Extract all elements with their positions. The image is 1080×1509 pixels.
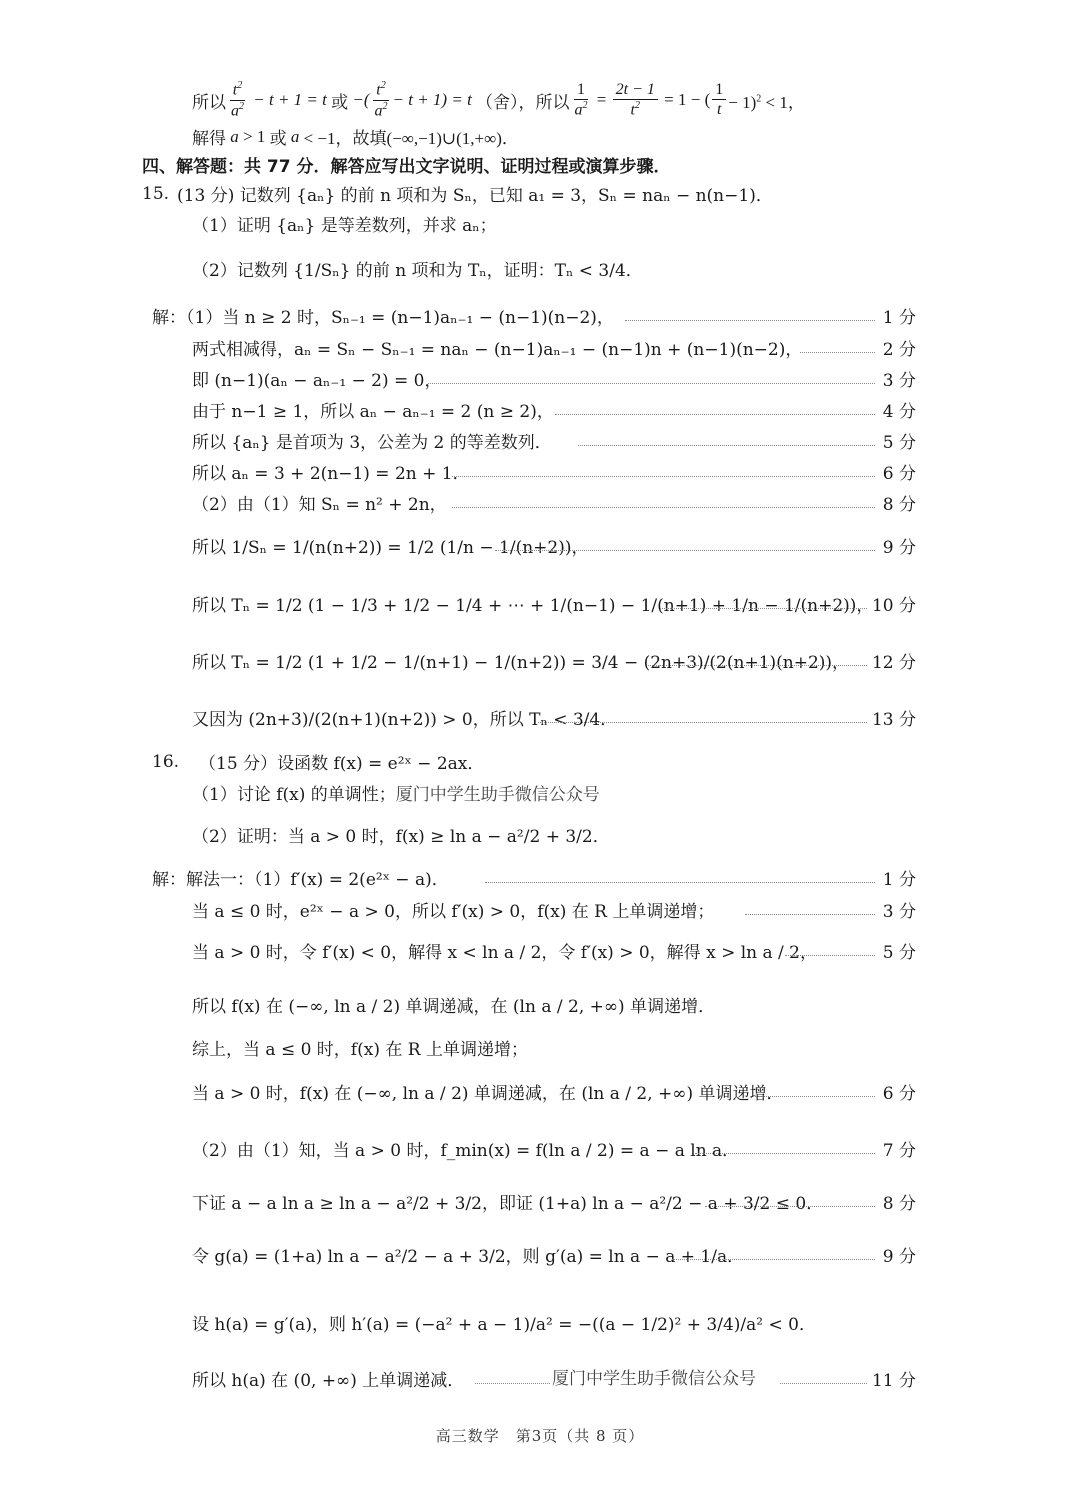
dotted-leader bbox=[538, 722, 867, 723]
solution-text: 所以 {aₙ} 是首项为 3，公差为 2 的等差数列． bbox=[192, 433, 552, 453]
q15-solution-line bbox=[192, 459, 470, 484]
dotted-leader bbox=[800, 352, 875, 353]
score-mark: 5 分 bbox=[882, 433, 916, 453]
q15-solution-line bbox=[192, 366, 442, 391]
question-stem: (13 分) 记数列 {aₙ} 的前 n 项和为 Sₙ，已知 a₁ = 3，Sₙ = naₙ − n(n−1)． bbox=[177, 186, 773, 206]
solution-text: 所以 f(x) 在 (−∞, ln a / 2) 单调递减，在 (ln a / 2, +∞) 单调递增． bbox=[192, 997, 716, 1017]
solution-text: 所以 1/Sₙ = 1/(n(n+2)) = 1/2 (1/n − 1/(n+2))， bbox=[192, 538, 589, 558]
carryover-line-2: 解得 a > 1 或 a < −1， 故填 (−∞,−1)∪(1,+∞)． bbox=[192, 124, 519, 149]
score-mark: 9 分 bbox=[882, 538, 916, 558]
solution-text: 所以 Tₙ = 1/2 (1 + 1/2 − 1/(n+1) − 1/(n+2)) = 3/4 − (2n+3)/(2(n+1)(n+2))， bbox=[192, 653, 850, 673]
solution-text: 解：解法一：（1）f′(x) = 2(e²ˣ − a)． bbox=[152, 870, 449, 890]
score-mark: 4 分 bbox=[882, 402, 916, 422]
score-mark: 9 分 bbox=[882, 1247, 916, 1267]
dotted-leader bbox=[495, 550, 875, 551]
solution-text: 解：（1）当 n ≥ 2 时，Sₙ₋₁ = (n−1)aₙ₋₁ − (n−1)(n−2)， bbox=[152, 308, 614, 328]
q15-solution-line bbox=[192, 533, 588, 558]
dotted-leader bbox=[452, 507, 875, 508]
score-mark: 8 分 bbox=[882, 495, 916, 515]
q16-solution-line bbox=[192, 1079, 783, 1104]
solution-text: 由于 n−1 ≥ 1，所以 aₙ − aₙ₋₁ = 2 (n ≥ 2)， bbox=[192, 402, 554, 422]
fraction: $\frac{1}{t}$ bbox=[712, 81, 726, 120]
q16-stem bbox=[152, 749, 484, 774]
score-mark: 11 分 bbox=[871, 1371, 916, 1391]
dotted-leader bbox=[475, 1383, 550, 1384]
q15-solution-line bbox=[192, 490, 447, 515]
dotted-leader bbox=[780, 1383, 867, 1384]
dotted-leader bbox=[755, 1096, 875, 1097]
solution-text: （2）由（1）知，当 a > 0 时，f_min(x) = f(ln a / 2) = a − a ln a． bbox=[192, 1141, 740, 1161]
text: 或 bbox=[331, 92, 349, 113]
q15-part1: （1）证明 {aₙ} 是等差数列，并求 aₙ； bbox=[192, 216, 497, 236]
dotted-leader bbox=[785, 955, 875, 956]
solution-text: 当 a > 0 时，f(x) 在 (−∞, ln a / 2) 单调递减，在 (ln a / 2, +∞) 单调递增． bbox=[192, 1084, 784, 1104]
dotted-leader bbox=[625, 320, 875, 321]
score-mark: 10 分 bbox=[871, 596, 916, 616]
solution-text: 所以 h(a) 在 (0, +∞) 上单调递减． bbox=[192, 1371, 465, 1391]
score-mark: 3 分 bbox=[882, 902, 916, 922]
text: 所以 bbox=[535, 92, 570, 113]
fraction: $\frac{2t - 1}{t^2}$ bbox=[613, 81, 658, 120]
score-mark: 5 分 bbox=[882, 943, 916, 963]
dotted-leader bbox=[648, 665, 867, 666]
solution-text: 所以 aₙ = 3 + 2(n−1) = 2n + 1． bbox=[192, 464, 470, 484]
q15-solution-line bbox=[192, 705, 617, 730]
solution-text: 综上，当 a ≤ 0 时，f(x) 在 R 上单调递增； bbox=[192, 1040, 528, 1060]
fraction: $\frac{1}{a^2}$ bbox=[574, 80, 588, 119]
carryover-line-1: 所以 $\frac{t^2}{a^2}$ − t + 1 = t 或 −( $\frac{t^2}{a^2}$ − t + 1) = t （舍）， 所以 $\frac{1}{a^2}$ = $\frac{2t - 1}{t^2}$ = 1 − ( $\frac{1}{t}$ − 1)$^2$ < 1， bbox=[192, 79, 805, 119]
score-mark: 13 分 bbox=[871, 710, 916, 730]
dotted-leader bbox=[555, 414, 875, 415]
q16-solution-line bbox=[192, 992, 715, 1017]
solution-text: 两式相减得，aₙ = Sₙ − Sₙ₋₁ = naₙ − (n−1)aₙ₋₁ − (n−1)n + (n−1)(n−2)， bbox=[192, 340, 803, 360]
watermark-text: 厦门中学生助手微信公众号 bbox=[552, 1369, 756, 1389]
dotted-leader bbox=[485, 882, 875, 883]
q16-solution-line bbox=[192, 1136, 739, 1161]
score-mark: 2 分 bbox=[882, 340, 916, 360]
section-heading: 四、解答题：共 77 分．解答应写出文字说明、证明过程或演算步骤． bbox=[142, 157, 671, 177]
q16-solution-line bbox=[192, 1310, 816, 1335]
text: 所以 bbox=[192, 92, 226, 113]
score-mark: 3 分 bbox=[882, 371, 916, 391]
solution-text: 设 h(a) = g′(a)，则 h′(a) = (−a² + a − 1)/a² = −((a − 1/2)² + 3/4)/a² < 0． bbox=[192, 1315, 816, 1335]
question-number: 16. bbox=[152, 751, 180, 772]
score-mark: 6 分 bbox=[882, 1084, 916, 1104]
q16-part2: （2）证明：当 a > 0 时，f(x) ≥ ln a − a²/2 + 3/2． bbox=[192, 827, 610, 847]
text: 解得 bbox=[192, 129, 226, 149]
dotted-leader bbox=[745, 914, 875, 915]
text: （舍）， bbox=[476, 92, 536, 113]
score-mark: 8 分 bbox=[882, 1194, 916, 1214]
q15-solution-line bbox=[192, 591, 873, 616]
score-mark: 7 分 bbox=[882, 1141, 916, 1161]
text: 故填 bbox=[352, 129, 387, 149]
score-mark: 1 分 bbox=[882, 870, 916, 890]
dotted-leader bbox=[452, 476, 875, 477]
question-stem: （15 分）设函数 f(x) = e²ˣ − 2ax． bbox=[199, 754, 485, 774]
part-text: （1）讨论 f(x) 的单调性； bbox=[192, 785, 396, 805]
watermark-text: 厦门中学生助手微信公众号 bbox=[395, 785, 600, 805]
solution-text: 又因为 (2n+3)/(2(n+1)(n+2)) > 0，所以 Tₙ < 3/4． bbox=[192, 710, 618, 730]
q16-solution-line bbox=[152, 865, 449, 890]
q16-solution-line bbox=[192, 938, 817, 963]
score-mark: 6 分 bbox=[882, 464, 916, 484]
page-footer: 高三数学 第3页（共 8 页） bbox=[435, 1427, 645, 1445]
q15-solution-line bbox=[152, 303, 614, 328]
dotted-leader bbox=[705, 1206, 875, 1207]
text: 或 bbox=[269, 129, 287, 149]
q15-solution-line bbox=[192, 428, 552, 453]
dotted-leader bbox=[695, 1153, 875, 1154]
fraction: $\frac{t^2}{a^2}$ bbox=[374, 79, 388, 119]
score-mark: 1 分 bbox=[882, 308, 916, 328]
q15-stem bbox=[142, 181, 773, 206]
q16-solution-line bbox=[192, 1035, 528, 1060]
dotted-leader bbox=[428, 383, 875, 384]
q16-solution-line bbox=[192, 1366, 464, 1391]
solution-text: 所以 Tₙ = 1/2 (1 − 1/3 + 1/2 − 1/4 + ⋯ + 1/(n−1) − 1/(n+1) + 1/n − 1/(n+2))， bbox=[192, 596, 874, 616]
fraction: $\frac{t^2}{a^2}$ bbox=[231, 79, 244, 119]
solution-text: （2）由（1）知 Sₙ = n² + 2n， bbox=[192, 495, 447, 515]
q15-part2: （2）记数列 {1/Sₙ} 的前 n 项和为 Tₙ，证明：Tₙ < 3/4． bbox=[192, 261, 643, 281]
q16-solution-line bbox=[192, 1189, 823, 1214]
q16-part1 bbox=[192, 780, 600, 805]
q15-solution-line bbox=[192, 648, 849, 673]
dotted-leader bbox=[578, 445, 875, 446]
dotted-leader bbox=[672, 1259, 875, 1260]
solution-text: 当 a ≤ 0 时，e²ˣ − a > 0，所以 f′(x) > 0，f(x) 在 R 上单调递增； bbox=[192, 902, 715, 922]
q16-solution-line bbox=[192, 1242, 744, 1267]
q15-solution-line bbox=[192, 335, 802, 360]
solution-text: 即 (n−1)(aₙ − aₙ₋₁ − 2) = 0， bbox=[192, 371, 442, 391]
q15-solution-line bbox=[192, 397, 554, 422]
solution-text: 当 a > 0 时，令 f′(x) < 0，解得 x < ln a / 2，令 f′(x) > 0，解得 x > ln a / 2， bbox=[192, 943, 817, 963]
question-number: 15. bbox=[142, 183, 170, 204]
solution-text: 令 g(a) = (1+a) ln a − a²/2 − a + 3/2，则 g′(a) = ln a − a + 1/a． bbox=[192, 1247, 745, 1267]
dotted-leader bbox=[660, 608, 867, 609]
q16-solution-line bbox=[192, 897, 714, 922]
solution-text: 下证 a − a ln a ≥ ln a − a²/2 + 3/2，即证 (1+a) ln a − a²/2 − a + 3/2 ≤ 0． bbox=[192, 1194, 824, 1214]
score-mark: 12 分 bbox=[871, 653, 916, 673]
